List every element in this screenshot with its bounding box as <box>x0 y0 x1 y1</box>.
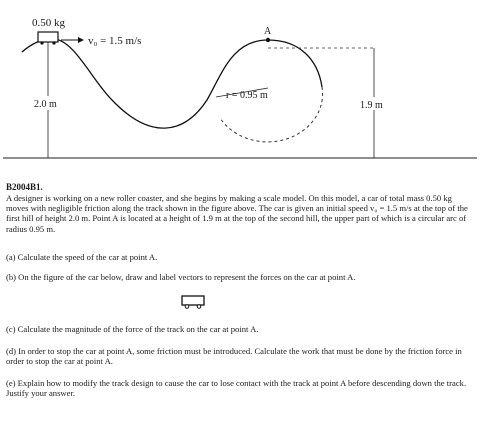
height-left-label: 2.0 m <box>34 99 57 110</box>
point-a-label: A <box>264 26 272 37</box>
height-right-label: 1.9 m <box>360 100 383 111</box>
velocity-arrowhead <box>78 37 84 43</box>
part-b: (b) On the figure of the car below, draw and label vectors to represent the forces on the car at point A. <box>6 272 356 282</box>
speed-label: v₀ = 1.5 m/s <box>88 35 142 47</box>
point-a-marker <box>266 38 270 42</box>
part-a: (a) Calculate the speed of the car at point A. <box>6 252 158 262</box>
part-e: (e) Explain how to modify the track design to cause the car to lose contact with the track at point A before descending down the track. Justify your answer. <box>6 378 467 399</box>
car-force-diagram <box>180 294 206 310</box>
mass-label: 0.50 kg <box>32 17 65 29</box>
part-c: (c) Calculate the magnitude of the force of the track on the car at point A. <box>6 324 259 334</box>
part-d: (d) In order to stop the car at point A, some friction must be introduced. Calculate the work that must be done by the friction force in order to stop the car at point A. <box>6 346 462 367</box>
track-curve <box>22 39 322 128</box>
roller-coaster-figure <box>0 0 480 172</box>
problem-intro: A designer is working on a new roller coaster, and she begins by making a scale model. On this model, a car of total mass 0.50 kg moves with negligible friction along the track shown in the figure above. The car is given an initial speed v₀ = 1.5 m/s at the top of the first hill of height 2.0 m. Point A is located at a height of 1.9 m at the top of the second hill, the upper part of which is a circular arc of radius 0.95 m. <box>6 193 468 234</box>
radius-label: r = 0.95 m <box>226 90 268 101</box>
problem-id: B2004B1. <box>6 182 43 192</box>
